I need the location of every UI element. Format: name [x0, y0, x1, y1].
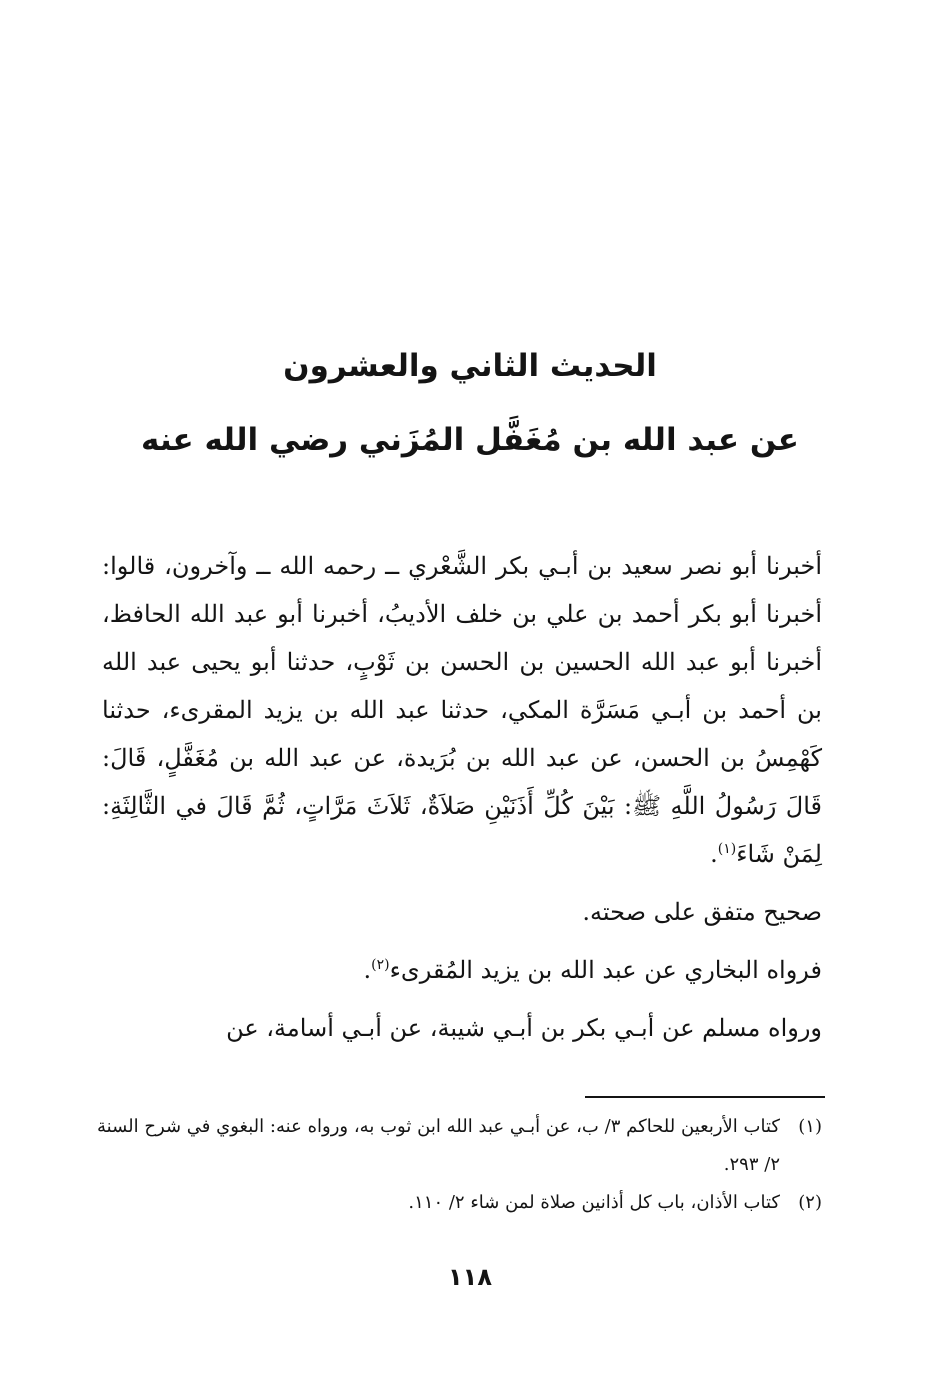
bukhari-text: فرواه البخاري عن عبد الله بن يزيد المُقرىء — [389, 956, 822, 984]
page-number: ١١٨ — [448, 1263, 492, 1291]
muslim-paragraph: ورواه مسلم عن أبـي بكر بن أبـي شيبة، عن أبـي أسامة، عن — [226, 1014, 822, 1042]
hadith-narrator-title: عن عبد الله بن مُغَفَّل المُزَني رضي الله عنه — [141, 422, 799, 458]
hadith-title: الحديث الثاني والعشرون — [283, 348, 657, 384]
footnote-ref-2: (٢) — [371, 957, 390, 973]
footnote-number: (٢) — [798, 1192, 822, 1213]
footnote-separator — [585, 1096, 825, 1098]
isnad-end: . — [710, 840, 718, 868]
isnad-text: أخبرنا أبو نصر سعيد بن أبـي بكر الشَّعْري ــ رحمه الله ــ وآخرون، قالوا: أخبرنا أبو بكر أحمد بن علي بن خلف الأديبُ، أخبرنا أبو عبد الله الحافظ، أخبرنا أبو عبد الله الحسين بن الحسن بن ثَوْبٍ، حدثنا أبو يحيى عبد الله بن أحمد بن أبـي مَسَرَّة المكي، حدثنا عبد الله بن يزيد المقرىء، حدثنا كَهْمِسُ بن الحسن، عن عبد الله بن بُرَيدة، عن عبد الله بن مُغَفَّلٍ، قَالَ: قَالَ رَسُولُ اللَّهِ ﷺ: بَيْنَ كُلِّ أَذَنَيْنِ صَلاَةٌ، ثَلاَثَ مَرَّاتٍ، ثُمَّ قَالَ في الثَّالِثَةِ: لِمَنْ شَاءَ — [102, 552, 822, 868]
footnote-text: كتاب الأذان، باب كل أذانين صلاة لمن شاء ٢/ ١١٠. — [408, 1192, 780, 1213]
footnote-ref-1: (١) — [717, 841, 737, 857]
bukhari-end: . — [363, 956, 372, 984]
grading-paragraph: صحيح متفق على صحته. — [582, 898, 822, 926]
isnad-paragraph — [102, 542, 822, 878]
footnote-item — [97, 1184, 822, 1222]
footnotes — [97, 1108, 822, 1222]
footnote-text: كتاب الأربعين للحاكم ٣/ ب، عن أبـي عبد الله ابن ثوب به، ورواه عنه: البغوي في شرح السنة ٢/ ٢٩٣. — [97, 1116, 780, 1175]
footnote-number: (١) — [798, 1116, 822, 1137]
bukhari-paragraph — [102, 946, 822, 994]
main-text — [102, 542, 822, 1052]
footnote-item — [97, 1108, 822, 1184]
